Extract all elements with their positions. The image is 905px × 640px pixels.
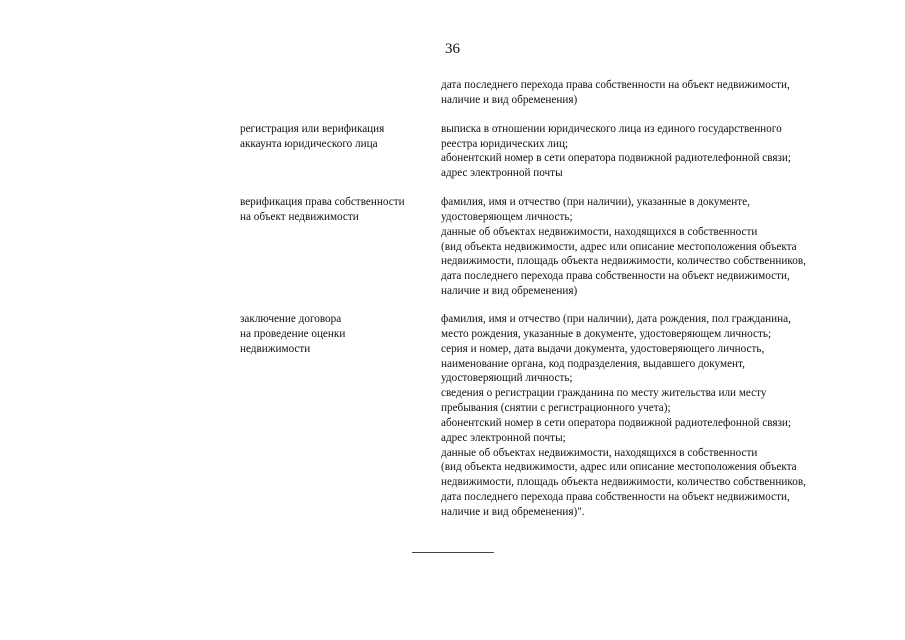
text-line: фамилия, имя и отчество (при наличии), указанные в документе, — [441, 196, 750, 209]
table-row — [0, 195, 905, 299]
text-line: сведения о регистрации гражданина по месту жительства или месту — [441, 387, 767, 400]
text-line: выписка в отношении юридического лица из единого государственного — [441, 122, 782, 135]
text-line: абонентский номер в сети оператора подвижной радиотелефонной связи; — [441, 152, 792, 165]
text-line: фамилия, имя и отчество (при наличии), дата рождения, пол гражданина, — [441, 312, 791, 325]
row-right-cell — [441, 312, 871, 520]
row-left-cell — [240, 195, 435, 225]
row-left-cell — [240, 122, 435, 152]
row-right-cell — [441, 78, 871, 108]
text-line: дата последнего перехода права собственности на объект недвижимости, — [441, 270, 790, 283]
text-line: недвижимости, площадь объекта недвижимости, количество собственников, — [441, 476, 806, 489]
text-line: адрес электронной почты — [441, 167, 563, 180]
table-row — [0, 78, 905, 108]
text-line: аккаунта юридического лица — [240, 137, 378, 150]
text-line: недвижимости — [240, 342, 311, 355]
text-line — [441, 505, 871, 520]
text-line-content: наличие и вид обременения)". — [441, 505, 585, 518]
text-line: реестра юридических лиц; — [441, 137, 569, 150]
document-table — [0, 78, 905, 520]
text-line: дата последнего перехода права собственности на объект недвижимости, — [441, 491, 790, 504]
text-line: недвижимости, площадь объекта недвижимости, количество собственников, — [441, 255, 806, 268]
text-line: верификация права собственности — [240, 196, 405, 209]
text-line: на проведение оценки — [240, 327, 346, 340]
text-line: (вид объекта недвижимости, адрес или описание местоположения объекта — [441, 240, 797, 253]
row-left-cell — [240, 312, 435, 357]
page-number: 36 — [445, 41, 460, 57]
text-line: пребывания (снятии с регистрационного учета); — [441, 402, 671, 415]
text-line: дата последнего перехода права собственности на объект недвижимости, — [441, 79, 790, 91]
text-line: серия и номер, дата выдачи документа, удостоверяющего личность, — [441, 342, 765, 355]
text-line: заключение договора — [240, 312, 342, 325]
text-line: удостоверяющий личность; — [441, 372, 573, 385]
text-line: данные об объектах недвижимости, находящихся в собственности — [441, 446, 758, 459]
table-row — [0, 312, 905, 520]
footnote-separator — [412, 552, 494, 553]
row-right-cell — [441, 195, 871, 299]
text-line: на объект недвижимости — [240, 210, 359, 223]
text-line: абонентский номер в сети оператора подвижной радиотелефонной связи; — [441, 416, 792, 429]
text-line: место рождения, указанные в документе, удостоверяющем личность; — [441, 327, 772, 340]
text-line: данные об объектах недвижимости, находящихся в собственности — [441, 225, 758, 238]
text-line: адрес электронной почты; — [441, 431, 566, 444]
text-line: регистрация или верификация — [240, 122, 385, 135]
text-line: наименование органа, код подразделения, выдавшего документ, — [441, 357, 745, 370]
text-line: (вид объекта недвижимости, адрес или описание местоположения объекта — [441, 461, 797, 474]
table-row — [0, 122, 905, 181]
text-line: удостоверяющем личность; — [441, 210, 573, 223]
row-right-cell — [441, 122, 871, 181]
text-line: наличие и вид обременения) — [441, 285, 578, 298]
text-line: наличие и вид обременения) — [441, 93, 578, 106]
